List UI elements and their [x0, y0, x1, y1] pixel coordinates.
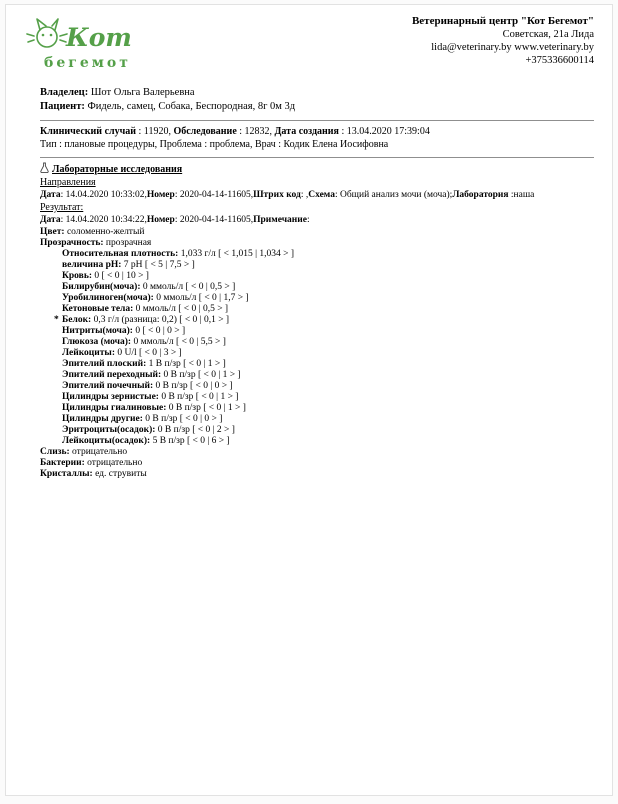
result-label: Кетоновые тела:: [62, 304, 134, 314]
result-label: Кровь:: [62, 271, 93, 281]
result-row: [40, 348, 594, 359]
result-row: [40, 414, 594, 425]
result-row: [40, 337, 594, 348]
result-label: Эпителий почечный:: [62, 381, 154, 391]
result-value: 1,033 г/л [ < 1,015 | 1,034 > ]: [178, 249, 295, 259]
result-row: [40, 436, 594, 447]
owner-value: Шот Ольга Валерьевна: [88, 87, 195, 98]
result-label: Бактерии:: [40, 458, 85, 468]
meta-label: Лаборатория: [452, 190, 509, 200]
result-label: Билирубин(моча):: [62, 282, 141, 292]
clinic-email-site: lida@veterinary.by www.veterinary.by: [431, 42, 594, 53]
result-value: 0 В п/зр [ < 0 | 0 > ]: [142, 414, 223, 424]
lab-section-title: Лабораторные исследования: [52, 164, 183, 175]
report-page: [5, 4, 613, 796]
result-value: отрицательно: [69, 447, 128, 457]
result-value: 0 ммоль/л [ < 0 | 5,5 > ]: [131, 337, 226, 347]
result-label: Цвет:: [40, 227, 65, 237]
result-value: 7 pH [ < 5 | 7,5 > ]: [121, 260, 195, 270]
clinic-address: Советская, 21а Лида: [502, 29, 594, 40]
meta-label: Дата: [40, 215, 61, 225]
meta-value: :: [306, 215, 310, 225]
report-header: [26, 15, 594, 78]
clinic-name: Ветеринарный центр "Кот Бегемот": [411, 15, 594, 27]
result-value: 0 В п/зр [ < 0 | 2 > ]: [155, 425, 235, 435]
meta-pair: [253, 190, 308, 200]
result-value: прозрачная: [103, 238, 152, 248]
result-value: 0 ммоль/л [ < 0 | 1,7 > ]: [153, 293, 249, 303]
result-label: Прозрачность:: [40, 238, 104, 248]
meta-pair: [40, 190, 147, 200]
result-value: 0,3 г/л (разница: 0,2) [ < 0 | 0,1 > ]: [91, 315, 230, 325]
clinic-contact-block: [412, 15, 594, 67]
result-label: Слизь:: [40, 447, 70, 457]
divider: [40, 157, 594, 158]
patient-line: [40, 100, 594, 114]
case-info-pair: [173, 126, 274, 137]
case-info-pair: [275, 126, 430, 137]
result-value: соломенно-желтый: [64, 227, 145, 237]
meta-label: Примечание: [253, 215, 307, 225]
result-value: 0 U/l [ < 0 | 3 > ]: [115, 348, 182, 358]
result-label: Лейкоциты(осадок):: [62, 436, 151, 446]
result-row: [40, 425, 594, 436]
result-label: Кристаллы:: [40, 469, 93, 479]
case-info-label: Обследование: [173, 126, 237, 137]
case-info-value: : 12832,: [236, 126, 275, 137]
result-meta-line: [40, 214, 594, 226]
case-info-pair: [40, 126, 173, 137]
result-label: Уробилиноген(моча):: [62, 293, 154, 303]
result-row: [40, 447, 594, 458]
result-value: 5 В п/зр [ < 0 | 6 > ]: [150, 436, 230, 446]
patient-value: Фидель, самец, Собака, Беспородная, 8г 0м 3д: [84, 101, 296, 112]
case-info-line: [40, 125, 594, 138]
clinic-logo: [26, 15, 146, 78]
result-value: 0 ммоль/л [ < 0 | 0,5 > ]: [133, 304, 229, 314]
result-row: [40, 359, 594, 370]
result-label: Лейкоциты:: [62, 348, 115, 358]
meta-pair: [452, 190, 534, 200]
meta-value: : 14.04.2020 10:33:02,: [60, 190, 147, 200]
result-value: 1 В п/зр [ < 0 | 1 > ]: [146, 359, 226, 369]
case-info-label: Дата создания: [274, 126, 339, 137]
result-label: Глюкоза (моча):: [62, 337, 132, 347]
case-info-value: : 11920,: [136, 126, 174, 137]
case-info-value: : 13.04.2020 17:39:04: [338, 126, 430, 137]
result-label: Эритроциты(осадок):: [62, 425, 156, 435]
result-row: [40, 271, 594, 282]
meta-pair: [308, 190, 452, 200]
result-row: [40, 469, 594, 480]
result-value: 0 [ < 0 | 0 > ]: [132, 326, 186, 336]
result-row: [40, 293, 594, 304]
meta-label: Схема: [308, 190, 335, 200]
logo-text-top: Кот: [66, 23, 132, 52]
owner-label: Владелец:: [40, 87, 89, 98]
report-body: [26, 86, 594, 480]
result-value: 0 В п/зр [ < 0 | 1 > ]: [158, 392, 239, 402]
directions-title: Направления: [40, 177, 96, 188]
meta-pair: [40, 215, 147, 225]
result-value: 0 В п/зр [ < 0 | 0 > ]: [153, 381, 233, 391]
result-label: Белок:: [62, 315, 92, 325]
clinic-phone: +375336600114: [525, 55, 594, 66]
result-label: Цилиндры гиалиновые:: [62, 403, 167, 413]
result-row: [40, 227, 594, 238]
meta-value: :наша: [508, 190, 535, 200]
patient-label: Пациент:: [40, 101, 85, 112]
meta-value: : Общий анализ мочи (моча);: [334, 190, 453, 200]
divider: [40, 120, 594, 121]
result-flag: *: [54, 315, 59, 325]
case-info-label: Клинический случай: [40, 126, 137, 137]
result-value: 0 В п/зр [ < 0 | 1 > ]: [161, 370, 241, 380]
result-row: [40, 260, 594, 271]
meta-pair: [147, 190, 253, 200]
result-row: [40, 370, 594, 381]
meta-value: : ,: [300, 190, 309, 200]
result-row: [40, 458, 594, 469]
result-row: [40, 249, 594, 260]
logo-text-bottom: бегемот: [44, 55, 131, 71]
meta-label: Штрих код: [253, 190, 301, 200]
cat-logo-drawing: [26, 15, 146, 73]
result-row: [40, 282, 594, 293]
result-value: отрицательно: [84, 458, 143, 468]
result-row: [40, 326, 594, 337]
result-row: [40, 381, 594, 392]
result-label: Нитриты(моча):: [62, 326, 133, 336]
meta-value: : 2020-04-14-11605,: [174, 190, 254, 200]
result-row: [40, 403, 594, 414]
meta-pair: [147, 215, 253, 225]
result-title: Результат:: [40, 202, 84, 213]
result-row: [40, 392, 594, 403]
result-label: Цилиндры зернистые:: [62, 392, 159, 402]
result-value: ед. струвиты: [92, 469, 147, 479]
result-row: [40, 304, 594, 315]
result-value: 0 В п/зр [ < 0 | 1 > ]: [166, 403, 246, 413]
meta-label: Дата: [40, 190, 61, 200]
result-row: [40, 315, 594, 326]
results-list: [40, 227, 594, 480]
result-label: Относительная плотность:: [62, 249, 179, 259]
result-value: 0 [ < 0 | 10 > ]: [92, 271, 149, 281]
case-type-line: Тип : плановые процедуры, Проблема : проблема, Врач : Кодик Елена Иосифовна: [40, 139, 389, 150]
result-value: 0 ммоль/л [ < 0 | 0,5 > ]: [140, 282, 236, 292]
lab-section-header: [40, 162, 594, 176]
meta-label: Номер: [146, 215, 175, 225]
directions-meta-line: [40, 189, 594, 201]
meta-label: Номер: [146, 190, 175, 200]
meta-value: : 2020-04-14-11605,: [174, 215, 254, 225]
owner-line: [40, 86, 594, 100]
result-label: величина pH:: [62, 260, 122, 270]
result-label: Эпителий переходный:: [62, 370, 162, 380]
result-label: Цилиндры другие:: [62, 414, 143, 424]
meta-value: : 14.04.2020 10:34:22,: [60, 215, 147, 225]
meta-pair: [253, 215, 310, 225]
result-label: Эпителий плоский:: [62, 359, 147, 369]
result-row: [40, 238, 594, 249]
flask-icon: [40, 162, 49, 173]
